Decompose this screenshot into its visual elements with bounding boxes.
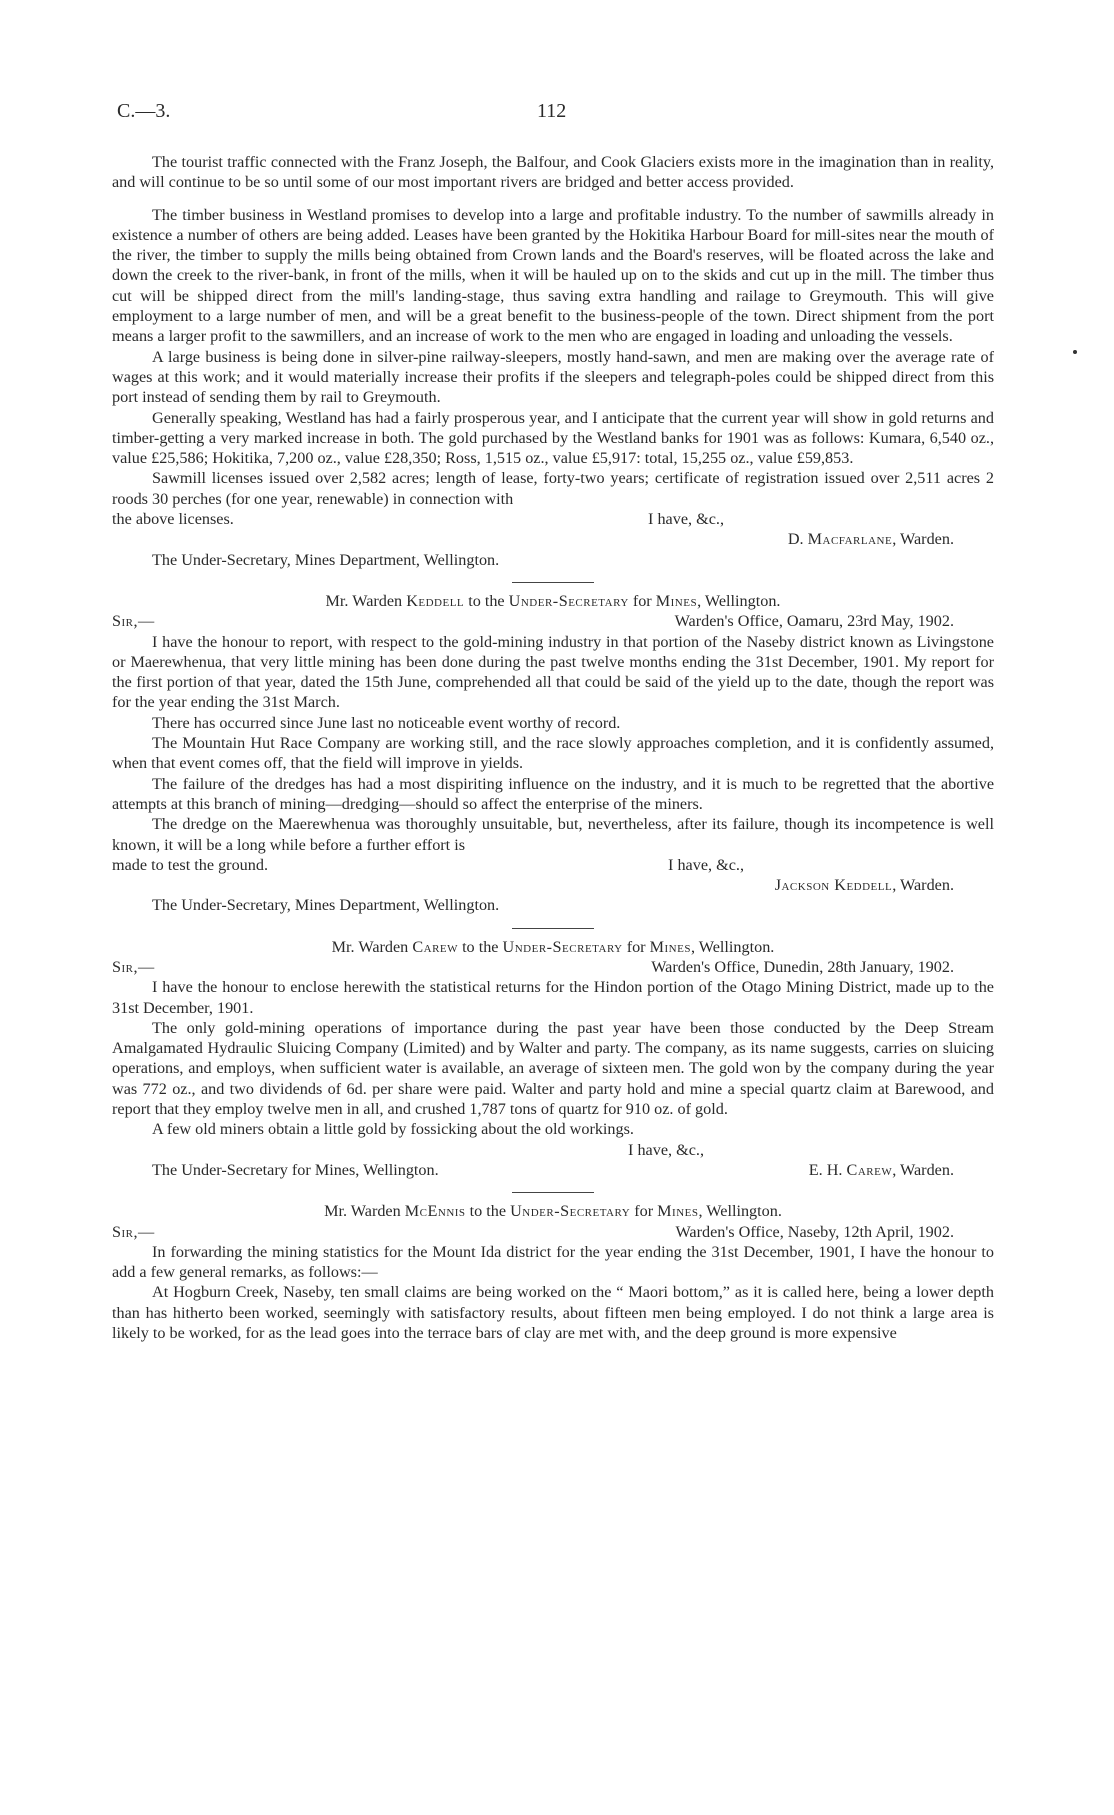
paragraph-gold-returns: Generally speaking, Westland has had a fairly prosperous year, and I anticipate that the current year will show in gold returns and timber-getting a very marked increase in both. The gold purchased by the Westland banks for 1901 was as follows: Kumara, 6,540 oz., value £25,586; Hokitika, 7,200 oz., value £28,350; Ross, 1,515 oz., value £5,917: total, 15,255 oz., value £59,853. <box>112 408 994 468</box>
addressee: The Under-Secretary, Mines Department, Wellington. <box>152 550 500 569</box>
addressee-signature-line <box>112 1160 994 1180</box>
keddell-report <box>112 591 994 916</box>
document-reference: C.—3. <box>117 100 171 122</box>
closing-line <box>112 509 994 529</box>
paragraph-enclose-returns: I have the honour to enclose herewith the statistical returns for the Hindon portion of the Otago Mining District, made up to the 31st December, 1901. <box>112 978 994 1017</box>
letter-title: Mr. Warden Keddell to the Under-Secretary for Mines, Wellington. <box>325 591 781 610</box>
paragraph-dredges: The failure of the dredges has had a most dispiriting influence on the industry, and it is much to be regretted that the abortive attempts at this branch of mining—dredging—should so affect the enterprise of the miners. <box>112 774 994 813</box>
addressee: The Under-Secretary for Mines, Wellington. <box>152 1160 439 1179</box>
paragraph-end: the above licenses. <box>112 510 234 529</box>
paragraph-sawmill-licenses: Sawmill licenses issued over 2,582 acres; length of lease, forty-two years; certificate of registration issued over 2,511 acres 2 roods 30 perches (for one year, renewable) in connection with <box>112 469 994 508</box>
section-divider <box>512 1192 594 1193</box>
paragraph-timber-business: The timber business in Westland promises to develop into a large and profitable industry. To the number of sawmills already in existence a number of others are being added. Leases have been granted by the Hokitika Harbour Board for mill-sites near the mouth of the river, the timber to supply the mills being obtained from Crown lands and the Board's reserves, will be floated across the lake and down the creek to the river-bank, in front of the mills, when it will be hauled up on to the skids and cut up in the mill. The timber thus cut will be shipped direct from the mill's landing-stage, thus saving extra handling and railage to Greymouth. This will give employment to a large number of men, and will be a great benefit to the business-people of the town. Direct shipment from the port means a larger profit to the sawmillers, and an increase of work to the men who are engaged in loading and unloading the vessels. <box>112 205 994 346</box>
signature: D. Macfarlane, Warden. <box>787 530 954 549</box>
carew-report <box>112 937 994 1181</box>
signature-name: Macfarlane <box>807 530 893 549</box>
paragraph-no-event: There has occurred since June last no noticeable event worthy of record. <box>152 713 621 732</box>
letter-title: Mr. Warden McEnnis to the Under-Secretary for Mines, Wellington. <box>324 1202 782 1221</box>
paragraph-tourist-traffic: The tourist traffic connected with the Franz Joseph, the Balfour, and Cook Glaciers exists more in the imagination than in reality, and will continue to be so until some of our most important rivers are bridged and better access provided. <box>112 153 994 192</box>
page-content <box>112 152 994 1343</box>
paragraph-race-company: The Mountain Hut Race Company are working still, and the race slowly approaches completion, and it is confidently assumed, when that event comes off, that the field will improve in yields. <box>112 734 994 773</box>
closing-phrase: I have, &c., <box>628 1140 704 1159</box>
salutation: Sir,— <box>112 957 155 976</box>
office-dateline: Warden's Office, Dunedin, 28th January, 1902. <box>651 957 954 976</box>
salutation: Sir,— <box>112 612 155 631</box>
paragraph-maerewhenua-dredge: The dredge on the Maerewhenua was thoroughly unsuitable, but, nevertheless, after its failure, though its incompetence is well known, it will be a long while before a further effort is <box>112 815 994 854</box>
paragraph-forwarding-statistics: In forwarding the mining statistics for the Mount Ida district for the year ending the 31st December, 1901, I have the honour to add a few general remarks, as follows:— <box>112 1242 994 1282</box>
office-dateline: Warden's Office, Oamaru, 23rd May, 1902. <box>674 612 954 631</box>
addressee: The Under-Secretary, Mines Department, Wellington. <box>152 896 500 915</box>
page-header <box>117 100 997 128</box>
paragraph-silver-pine: A large business is being done in silver-pine railway-sleepers, mostly hand-sawn, and men are making over the average rate of wages at this work; and it would materially increase their profits if the sleepers and telegraph-poles could be shipped direct from this port instead of sending them by rail to Greymouth. <box>112 347 994 407</box>
closing-line <box>112 855 994 875</box>
salutation: Sir,— <box>112 1222 155 1241</box>
margin-mark <box>1073 350 1077 354</box>
paragraph-report-intro: I have the honour to report, with respect to the gold-mining industry in that portion of the Naseby district known as Livingstone or Maerewhenua, that very little mining has been done during the past twelve months ending the 31st December, 1901. My report for the first portion of that year, dated the 15th June, comprehended all that could be said of the yield up to the date, though the report was for the year ending the 31st March. <box>112 632 994 712</box>
signature: E. H. Carew, Warden. <box>808 1160 954 1179</box>
paragraph-old-miners: A few old miners obtain a little gold by fossicking about the old workings. <box>152 1120 634 1139</box>
closing-phrase: I have, &c., <box>648 510 724 529</box>
salutation-line <box>112 611 994 631</box>
paragraph-hogburn-creek: At Hogburn Creek, Naseby, ten small claims are being worked on the “ Maori bottom,” as it is called here, being a lower depth than has hitherto been worked, seemingly with satisfactory results, about fifteen men being employed. I do not think a large area is likely to be worked, for as the lead goes into the terrace bars of clay are met with, and the deep ground is more expensive <box>112 1283 994 1343</box>
signature-name: Jackson Keddell <box>774 876 893 895</box>
paragraph-end: made to test the ground. <box>112 855 268 874</box>
westland-report-continuation <box>112 152 994 570</box>
salutation-line <box>112 957 994 977</box>
section-divider <box>512 928 594 929</box>
page-number: 112 <box>537 100 567 122</box>
paragraph-operations: The only gold-mining operations of importance during the past year have been those conducted by the Deep Stream Amalgamated Hydraulic Sluicing Company (Limited) and by Walter and party. The company, as its name suggests, carries on sluicing operations, and employs, when sufficient water is available, an average of sixteen men. The gold won by the company during the year was 772 oz., and two dividends of 6d. per share were paid. Walter and party hold and mine a special quartz claim at Barewood, and report that they employ twelve men in all, and crushed 1,787 tons of quartz for 910 oz. of gold. <box>112 1018 994 1119</box>
signature-name: Carew <box>846 1160 893 1179</box>
salutation-line <box>112 1222 994 1242</box>
office-dateline: Warden's Office, Naseby, 12th April, 1902. <box>675 1222 954 1241</box>
closing-phrase: I have, &c., <box>668 855 744 874</box>
section-divider <box>512 582 594 583</box>
letter-title: Mr. Warden Carew to the Under-Secretary for Mines, Wellington. <box>331 937 775 956</box>
signature: Jackson Keddell, Warden. <box>774 876 954 895</box>
mcennis-report <box>112 1201 994 1343</box>
